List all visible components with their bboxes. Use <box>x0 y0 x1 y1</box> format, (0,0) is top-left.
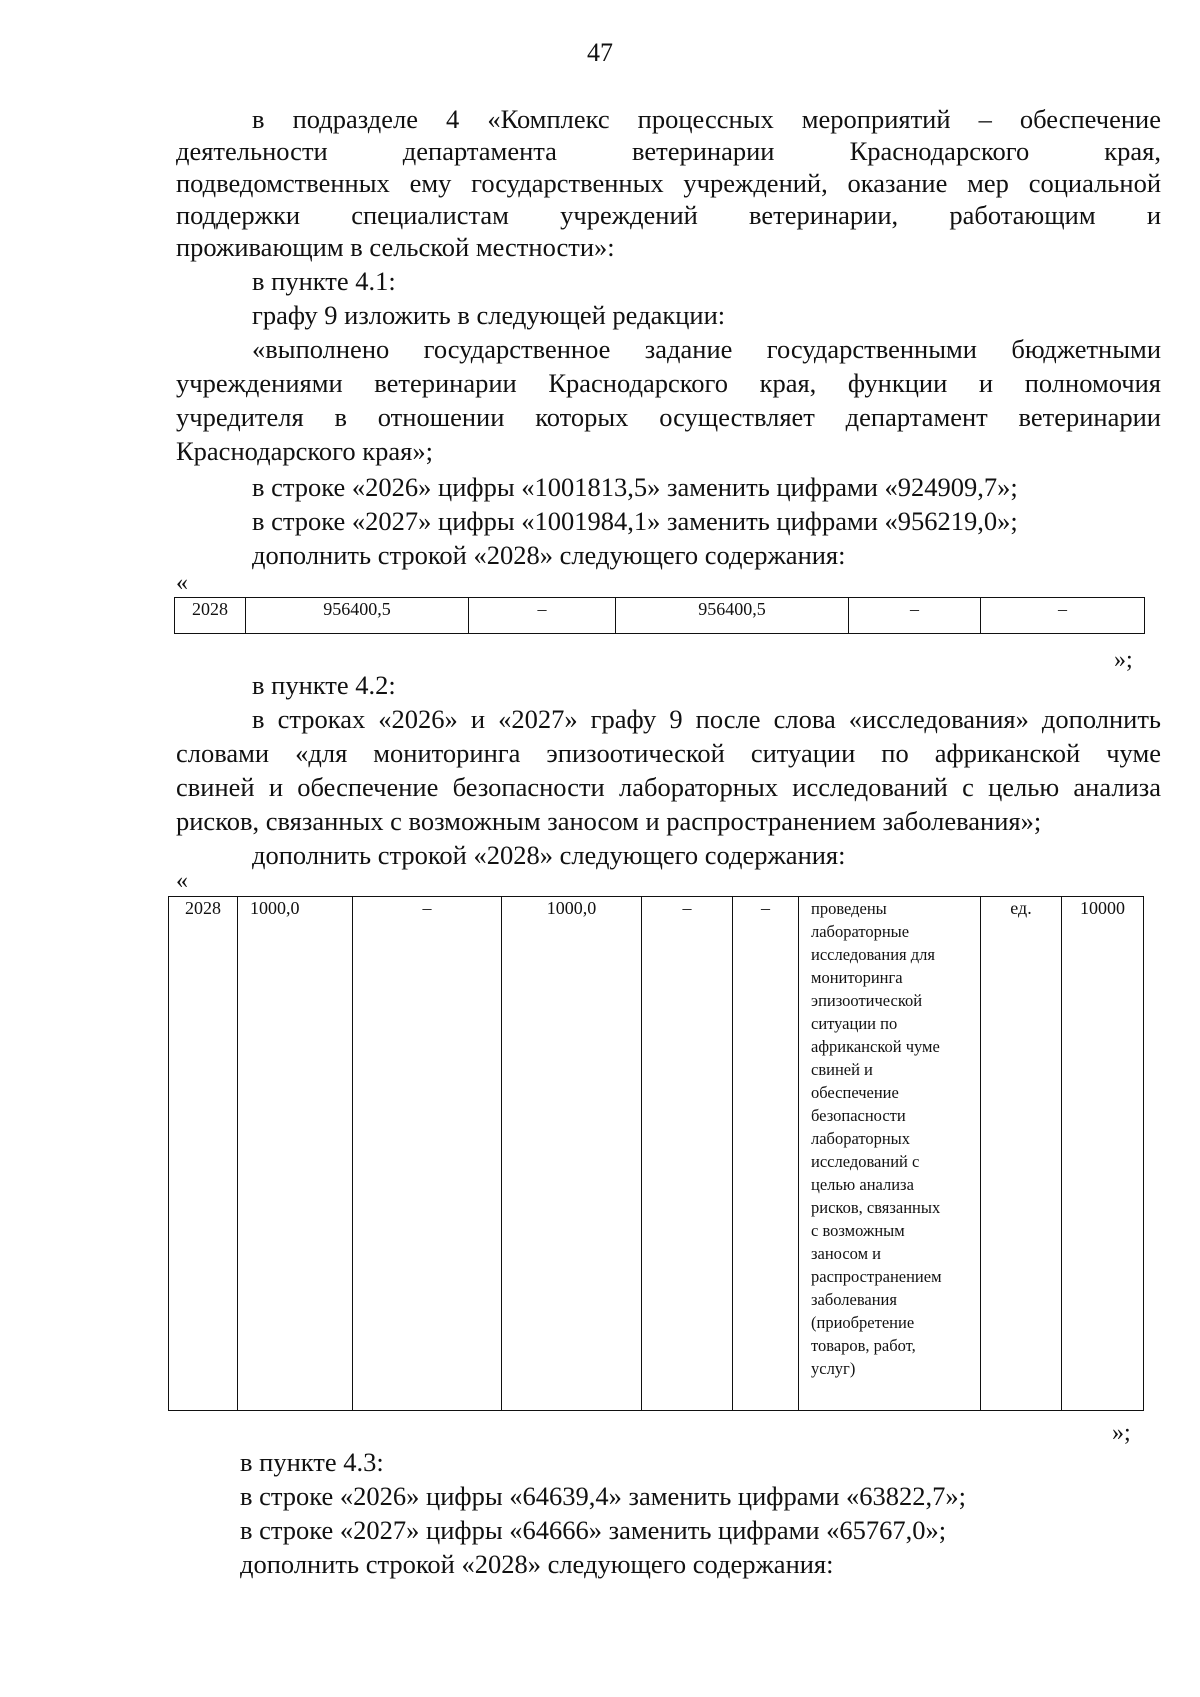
description-line: свиней и <box>811 1060 873 1079</box>
p41-line1: графу 9 изложить в следующей редакции: <box>252 300 726 330</box>
table-cell-dash: – <box>981 598 1145 634</box>
table-row <box>169 897 1144 1411</box>
description-line: с возможным <box>811 1221 905 1240</box>
table-cell-dash: – <box>642 897 733 1411</box>
description-line: услуг) <box>811 1359 856 1378</box>
description-line: ситуации по <box>811 1014 898 1033</box>
p41-row-2027: в строке «2027» цифры «1001984,1» заменить цифрами «956219,0»; <box>252 506 1018 536</box>
table-cell-amount: 956400,5 <box>246 598 469 634</box>
description-line: африканской чуме <box>811 1037 940 1056</box>
p43-heading: в пункте 4.3: <box>240 1447 384 1477</box>
table-cell-value: 10000 <box>1062 897 1144 1411</box>
description-line: целью анализа <box>811 1175 914 1194</box>
table-cell-dash: – <box>733 897 799 1411</box>
p41-open-quote: « <box>176 570 188 596</box>
p41-row-2026: в строке «2026» цифры «1001813,5» заменить цифрами «924909,7»; <box>252 472 1018 502</box>
description-line: безопасности <box>811 1106 906 1125</box>
p42-line-4: рисков, связанных с возможным заносом и распространением заболевания»; <box>176 806 1042 836</box>
p41-quote-line-4: Краснодарского края»; <box>176 436 433 466</box>
p42-line-1: в строках «2026» и «2027» графу 9 после слова «исследования» дополнить <box>252 704 1161 734</box>
p41-close-quote: »; <box>1114 647 1133 673</box>
description-line: мониторинга <box>811 968 903 987</box>
table-cell-amount: 1000,0 <box>502 897 642 1411</box>
p41-table <box>174 597 1145 634</box>
page-number: 47 <box>587 38 613 67</box>
description-line: исследования для <box>811 945 935 964</box>
p42-line-3: свиней и обеспечение безопасности лабораторных исследований с целью анализа <box>176 772 1161 802</box>
table-row <box>175 598 1145 634</box>
table-cell-dash: – <box>469 598 616 634</box>
p43-row-2026: в строке «2026» цифры «64639,4» заменить цифрами «63822,7»; <box>240 1481 967 1511</box>
p42-line-2: словами «для мониторинга эпизоотической ситуации по африканской чуме <box>176 738 1161 768</box>
p42-add-row: дополнить строкой «2028» следующего содержания: <box>252 840 846 870</box>
para1-line-5: проживающим в сельской местности»: <box>176 232 615 262</box>
p42-table <box>168 896 1144 1411</box>
p41-add-row: дополнить строкой «2028» следующего содержания: <box>252 540 846 570</box>
para1-line-4: поддержки специалистам учреждений ветеринарии, работающим и <box>176 200 1161 230</box>
p41-heading: в пункте 4.1: <box>252 266 396 296</box>
table-cell-year: 2028 <box>175 598 246 634</box>
p42-close-quote: »; <box>1112 1420 1131 1446</box>
description-line: исследований с <box>811 1152 920 1171</box>
p43-add-row: дополнить строкой «2028» следующего содержания: <box>240 1549 834 1579</box>
description-line: эпизоотической <box>811 991 923 1010</box>
description-line: распространением <box>811 1267 942 1286</box>
description-line: заносом и <box>811 1244 881 1263</box>
p41-quote-line-3: учредителя в отношении которых осуществляет департамент ветеринарии <box>176 402 1161 432</box>
para1-line-3: подведомственных ему государственных учреждений, оказание мер социальной <box>176 168 1161 198</box>
para1-line-1: в подразделе 4 «Комплекс процессных мероприятий – обеспечение <box>252 104 1161 134</box>
p42-open-quote: « <box>176 868 188 894</box>
p41-quote-line-1: «выполнено государственное задание государственными бюджетными <box>252 334 1161 364</box>
description-line: (приобретение <box>811 1313 915 1332</box>
table-cell-dash: – <box>849 598 981 634</box>
p42-heading: в пункте 4.2: <box>252 670 396 700</box>
p41-quote-line-2: учреждениями ветеринарии Краснодарского края, функции и полномочия <box>176 368 1161 398</box>
table-cell-dash: – <box>353 897 502 1411</box>
table-cell-description <box>799 897 981 1411</box>
description-line: рисков, связанных <box>811 1198 941 1217</box>
table-cell-year: 2028 <box>169 897 238 1411</box>
table-cell-amount: 956400,5 <box>616 598 849 634</box>
description-line: обеспечение <box>811 1083 899 1102</box>
description-line: товаров, работ, <box>811 1336 916 1355</box>
para1-line-2: деятельности департамента ветеринарии Краснодарского края, <box>176 136 1161 166</box>
p43-row-2027: в строке «2027» цифры «64666» заменить цифрами «65767,0»; <box>240 1515 947 1545</box>
description-line: проведены <box>811 899 887 918</box>
table-cell-unit: ед. <box>981 897 1062 1411</box>
description-line: лабораторные <box>811 922 910 941</box>
description-line: лабораторных <box>811 1129 911 1148</box>
description-line: заболевания <box>811 1290 897 1309</box>
table-cell-amount: 1000,0 <box>238 897 353 1411</box>
